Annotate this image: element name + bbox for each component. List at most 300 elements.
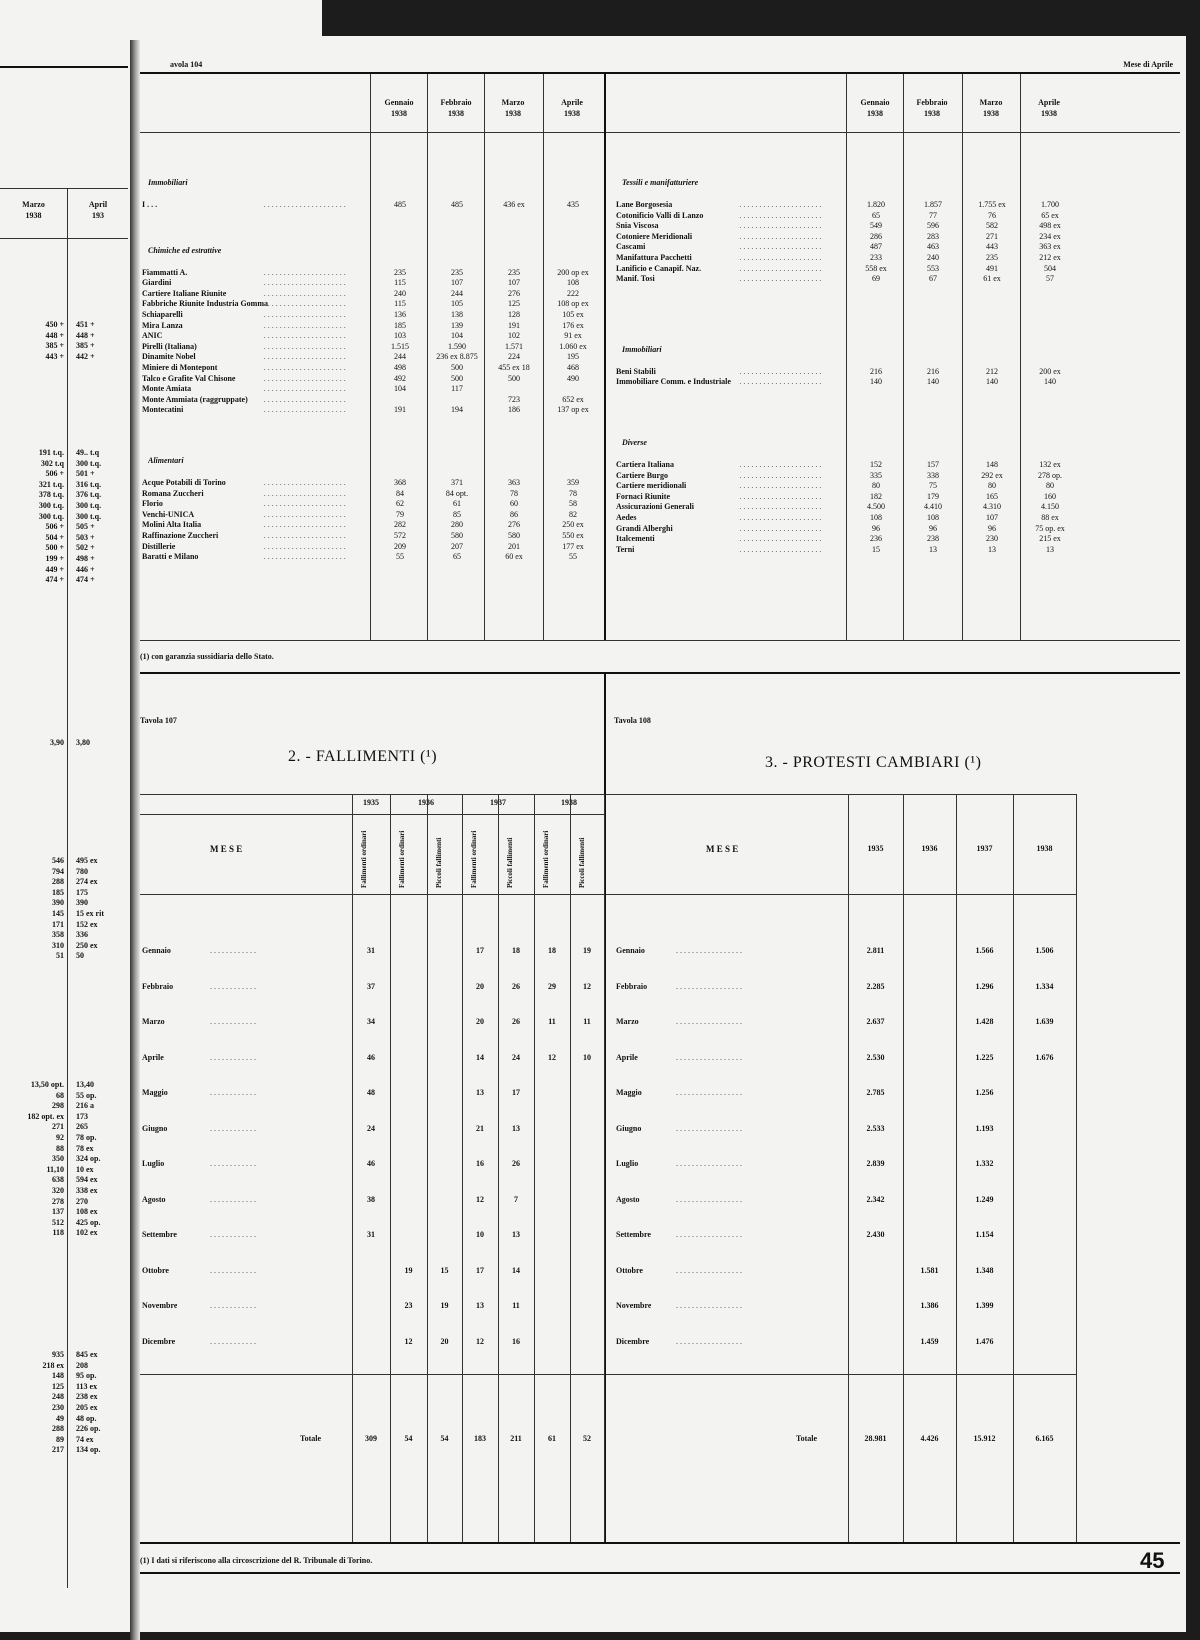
value-cell: 19 — [440, 1301, 449, 1310]
value-cell: 16 — [512, 1336, 520, 1346]
company-name: Pirelli (Italiana) — [142, 341, 197, 351]
left-page-value: 171 — [52, 919, 64, 929]
month-label: Dicembre — [142, 1336, 176, 1346]
left-page-value: 265 — [76, 1122, 88, 1132]
subcol-header: Fallimenti ordinari — [360, 830, 368, 888]
value-cell: 11 — [548, 1017, 556, 1026]
value-cell: 238 — [927, 534, 939, 544]
left-page-row — [0, 1133, 128, 1143]
leader-dots: . . . . . . . . . . . . — [210, 1194, 256, 1204]
totale-label: Totale — [796, 1434, 818, 1443]
value-cell: 84 opt. — [445, 488, 469, 498]
table-row — [140, 499, 604, 510]
value-cell: 212 — [986, 366, 998, 376]
value-cell: 108 — [870, 513, 882, 522]
left-page-row — [0, 1403, 128, 1413]
fallimenti-title: 2. - FALLIMENTI (¹) — [288, 748, 438, 765]
table-row — [140, 384, 604, 395]
value-cell: 504 — [1044, 263, 1056, 273]
leader-dots: . . . . . . . . . . . . . . . . . . . . . — [739, 221, 822, 231]
leader-dots: . . . . . . . . . . . . . . . . . . . . . — [263, 488, 346, 498]
left-page-value: 495 ex — [76, 856, 98, 865]
value-cell: 2.342 — [866, 1194, 885, 1204]
left-page-value: 449 + — [45, 564, 64, 574]
left-page-value: 500 + — [45, 543, 64, 553]
company-name: Lane Borgosesia — [616, 200, 673, 209]
left-page-value: 134 op. — [76, 1445, 101, 1455]
value-cell: 558 ex — [865, 263, 887, 273]
left-page-row — [0, 469, 128, 479]
table-row — [614, 274, 1180, 285]
value-cell: 132 ex — [1039, 460, 1061, 469]
year-header: 1938 — [561, 798, 577, 807]
value-cell: 1.700 — [1041, 200, 1059, 209]
left-page-value: 443 + — [45, 351, 64, 361]
value-cell: 160 — [1044, 491, 1056, 501]
value-cell: 10 — [583, 1052, 591, 1062]
company-name: Italcementi — [616, 534, 655, 544]
left-col-header-1: Marzo 1938 — [22, 200, 45, 220]
value-cell: 498 ex — [1039, 221, 1061, 231]
left-page-row — [0, 1361, 128, 1371]
value-cell: 82 — [569, 509, 577, 519]
value-cell: 80 — [988, 481, 996, 491]
left-page-row — [0, 1435, 128, 1445]
company-name: I . . . — [142, 200, 158, 209]
left-page-value: 95 op. — [76, 1371, 97, 1381]
value-cell: 4.410 — [924, 502, 942, 512]
leader-dots: . . . . . . . . . . . . . . . . . — [676, 1230, 742, 1239]
value-cell: 235 — [508, 267, 520, 277]
value-cell: 60 — [510, 499, 518, 509]
left-page-value: 298 — [52, 1101, 64, 1111]
value-cell: 2.533 — [866, 1123, 885, 1133]
company-name: Monte Ammiata (raggruppate) — [142, 394, 248, 404]
left-page-value: 358 — [52, 930, 64, 940]
value-cell: 224 — [508, 352, 520, 362]
value-cell: 553 — [927, 263, 939, 273]
leader-dots: . . . . . . . . . . . . . . . . . . . . . — [263, 288, 346, 298]
left-page-value: 504 + — [45, 532, 64, 542]
left-page-row — [0, 877, 128, 887]
value-cell: 2.785 — [866, 1088, 885, 1097]
table-row — [614, 200, 1180, 211]
month-label: Maggio — [142, 1088, 168, 1097]
leader-dots: . . . . . . . . . . . . . . . . . . . . . — [263, 310, 346, 319]
company-name: Terni — [616, 544, 635, 554]
left-page-row — [0, 543, 128, 553]
value-cell: 65 — [872, 210, 880, 220]
value-cell: 69 — [872, 274, 880, 284]
value-cell: 195 — [567, 352, 579, 362]
page-number: 45 — [1140, 1548, 1165, 1573]
value-cell: 209 — [394, 541, 406, 551]
value-cell: 2.637 — [866, 1017, 885, 1026]
value-cell: 1.639 — [1035, 1017, 1054, 1026]
value-cell: 86 — [510, 509, 518, 519]
left-table-col-header: Gennaio 1938 — [384, 98, 414, 118]
value-cell: 455 ex 18 — [498, 363, 530, 372]
left-page-value: 13,40 — [76, 1080, 94, 1089]
grid-line — [903, 794, 904, 1542]
value-cell: 23 — [404, 1301, 413, 1310]
left-page-value: 218 ex — [42, 1360, 64, 1370]
company-name: Distillerie — [142, 541, 176, 551]
value-cell: 1.676 — [1035, 1052, 1054, 1062]
table-row — [140, 489, 604, 500]
table-row — [614, 534, 1180, 545]
left-page-row — [0, 448, 128, 458]
value-cell: 276 — [508, 288, 520, 298]
leader-dots: . . . . . . . . . . . . . . . . . . . . . — [263, 499, 346, 509]
value-cell: 1.476 — [975, 1336, 994, 1346]
value-cell: 286 — [870, 231, 882, 241]
value-cell: 1.590 — [448, 341, 466, 351]
left-page-value: 3,90 — [50, 738, 64, 747]
leader-dots: . . . . . . . . . . . . . . . . . . . . . — [263, 394, 346, 404]
value-cell: 58 — [569, 499, 577, 509]
month-label: Febbraio — [616, 981, 648, 991]
value-cell: 17 — [476, 1265, 484, 1275]
value-cell: 105 — [451, 299, 463, 309]
value-cell: 191 — [394, 405, 406, 415]
month-label: Gennaio — [616, 946, 645, 955]
left-page-row — [0, 512, 128, 522]
total-cell: 4.426 — [920, 1434, 939, 1443]
left-page-value: 230 — [52, 1403, 64, 1412]
total-cell: 28.981 — [864, 1434, 887, 1443]
left-page-row — [0, 909, 128, 919]
value-cell: 1.581 — [920, 1265, 939, 1275]
left-page-row — [0, 1101, 128, 1111]
leader-dots: . . . . . . . . . . . . . . . . . — [676, 1159, 742, 1168]
month-label: Maggio — [616, 1088, 642, 1097]
value-cell: 88 ex — [1041, 513, 1059, 522]
value-cell: 75 op. ex — [1035, 523, 1065, 533]
value-cell: 1.296 — [975, 981, 994, 991]
value-cell: 4.310 — [983, 502, 1001, 512]
value-cell: 18 — [548, 946, 556, 955]
value-cell: 65 — [453, 552, 461, 562]
value-cell: 96 — [988, 523, 996, 533]
state-guarantee-footnote: (1) con garanzia sussidiaria dello Stato. — [140, 652, 274, 661]
left-page-value: 205 ex — [76, 1403, 98, 1412]
company-name: Schiaparelli — [142, 310, 183, 319]
value-cell: 139 — [451, 320, 463, 330]
leader-dots: . . . . . . . . . . . . . . . . . . . . . — [263, 341, 346, 351]
value-cell: 85 — [453, 509, 461, 519]
value-cell: 60 ex — [505, 552, 523, 562]
value-cell: 137 op ex — [557, 405, 589, 415]
left-page-value: 336 — [76, 930, 88, 940]
value-cell: 152 — [870, 460, 882, 469]
value-cell: 21 — [476, 1123, 484, 1133]
value-cell: 1.256 — [975, 1088, 994, 1097]
value-cell: 498 — [394, 363, 406, 372]
left-page-value: 505 + — [76, 522, 95, 532]
leader-dots: . . . . . . . . . . . . . . . . . . . . . — [739, 491, 822, 501]
table-row — [614, 471, 1180, 482]
left-page-value: 191 t.q. — [38, 448, 64, 457]
left-page-row — [0, 554, 128, 564]
left-page-value: 638 — [52, 1175, 64, 1185]
value-cell: 55 — [396, 552, 404, 562]
leader-dots: . . . . . . . . . . . . . . . . . . . . . — [739, 231, 822, 241]
value-cell: 1.348 — [975, 1265, 994, 1275]
value-cell: 580 — [451, 531, 463, 540]
value-cell: 487 — [870, 242, 882, 252]
value-cell: 186 — [508, 405, 520, 415]
table-row — [140, 268, 604, 279]
leader-dots: . . . . . . . . . . . . . . . . . . . . . — [739, 242, 822, 252]
left-page-row — [0, 533, 128, 543]
left-page-value: 125 — [52, 1381, 64, 1391]
value-cell: 157 — [927, 460, 939, 469]
value-cell: 182 — [870, 491, 882, 501]
leader-dots: . . . . . . . . . . . . . . . . . — [676, 1052, 742, 1062]
table-row — [614, 232, 1180, 243]
leader-dots: . . . . . . . . . . . . . . . . . — [676, 1017, 742, 1026]
value-cell: 250 ex — [562, 520, 584, 530]
book-gutter — [130, 40, 140, 1640]
value-cell: 1.571 — [505, 341, 523, 351]
company-name: Immobiliare Comm. e Industriale — [616, 377, 731, 387]
left-page-value: 503 + — [76, 532, 95, 542]
company-name: Fabbriche Riunite Industria Gomma — [142, 299, 269, 309]
left-page-value: 300 t.q. — [76, 458, 102, 468]
left-page-value: 780 — [76, 866, 88, 876]
value-cell: 65 ex — [1041, 210, 1059, 220]
left-page-value: 448 + — [76, 330, 95, 340]
left-page-row — [0, 1197, 128, 1207]
value-cell: 67 — [929, 274, 937, 284]
value-cell: 235 — [451, 267, 463, 277]
company-name: Monte Amiata — [142, 384, 192, 394]
value-cell: 235 — [986, 253, 998, 262]
left-page-row — [0, 856, 128, 866]
company-name: Raffinazione Zuccheri — [142, 531, 219, 540]
leader-dots: . . . . . . . . . . . . . . . . . — [676, 1194, 742, 1204]
leader-dots: . . . . . . . . . . . . . . . . . . . . . — [739, 502, 822, 512]
value-cell: 580 — [508, 531, 520, 540]
grid-line — [534, 794, 535, 1542]
left-page-value: 108 ex — [76, 1207, 98, 1217]
value-cell: 13 — [512, 1123, 520, 1133]
tavola-108-label: Tavola 108 — [614, 716, 651, 725]
value-cell: 46 — [367, 1159, 375, 1168]
leader-dots: . . . . . . . . . . . . — [210, 1230, 256, 1239]
left-page-value: 173 — [76, 1111, 88, 1121]
table-row — [140, 510, 604, 521]
value-cell: 1.154 — [975, 1230, 994, 1239]
value-cell: 61 ex — [983, 274, 1001, 284]
left-page-value: 49.. t.q — [76, 448, 100, 457]
left-page-value: 378 t.q. — [38, 490, 64, 500]
left-page-value: 385 + — [45, 341, 64, 351]
left-page-fragment — [0, 48, 133, 1608]
value-cell: 2.839 — [866, 1159, 885, 1168]
value-cell: 216 — [870, 366, 882, 376]
left-page-value: 350 — [52, 1154, 64, 1164]
left-page-value: 794 — [52, 866, 64, 876]
right-table-col-header: Gennaio 1938 — [860, 98, 890, 118]
leader-dots: . . . . . . . . . . . . . . . . . . . . . — [263, 352, 346, 362]
value-cell: 582 — [986, 221, 998, 231]
left-page-row — [0, 1371, 128, 1381]
leader-dots: . . . . . . . . . . . . . . . . . . . . . — [263, 267, 346, 277]
value-cell: 179 — [927, 491, 939, 501]
month-label: Novembre — [142, 1301, 178, 1310]
value-cell: 1.515 — [391, 341, 409, 351]
left-page-value: 175 — [76, 887, 88, 897]
value-cell: 652 ex — [562, 394, 584, 404]
value-cell: 177 ex — [562, 541, 584, 551]
value-cell: 1.566 — [975, 946, 994, 955]
value-cell: 16 — [476, 1159, 484, 1168]
leader-dots: . . . . . . . . . . . . . . . . . . . . . — [739, 523, 822, 533]
leader-dots: . . . . . . . . . . . . . . . . . . . . . — [263, 331, 346, 341]
left-page-row — [0, 1122, 128, 1132]
leader-dots: . . . . . . . . . . . . . . . . . . . . . — [739, 470, 822, 480]
value-cell: 492 — [394, 373, 406, 383]
left-page-value: 321 t.q. — [38, 479, 64, 489]
company-name: Montecatini — [142, 405, 184, 415]
left-page-value: 512 — [52, 1217, 64, 1227]
company-name: Florio — [142, 499, 163, 509]
value-cell: 280 — [451, 520, 463, 530]
month-label: Agosto — [142, 1194, 166, 1204]
company-name: Cartiere meridionali — [616, 481, 687, 491]
left-page-row — [0, 738, 128, 748]
value-cell: 550 ex — [562, 531, 584, 540]
leader-dots: . . . . . . . . . . . . — [210, 946, 256, 955]
year-header: 1937 — [976, 844, 993, 853]
left-page-value: 302 t.q — [40, 458, 64, 468]
left-page-row — [0, 1091, 128, 1101]
year-header: 1935 — [363, 798, 379, 807]
leader-dots: . . . . . . . . . . . . . . . . . . . . . — [739, 513, 822, 522]
leader-dots: . . . . . . . . . . . . . . . . . — [676, 1301, 742, 1310]
value-cell: 230 — [986, 534, 998, 544]
left-page-row — [0, 331, 128, 341]
left-page-row — [0, 1445, 128, 1455]
value-cell: 107 — [508, 278, 520, 288]
mese-header: M E S E — [706, 844, 739, 854]
value-cell: 2.811 — [866, 946, 885, 955]
table-row — [614, 492, 1180, 503]
left-page-value: 274 ex — [76, 877, 98, 887]
month-label: Novembre — [616, 1301, 652, 1310]
value-cell: 108 — [567, 278, 579, 288]
table-row — [140, 395, 604, 406]
left-page-value: 10 ex — [76, 1164, 94, 1174]
value-cell: 1.193 — [975, 1123, 994, 1133]
value-cell: 463 — [927, 242, 939, 252]
left-page-row — [0, 1080, 128, 1090]
leader-dots: . . . . . . . . . . . . . . . . . — [676, 946, 742, 955]
grid-line — [606, 1374, 1076, 1375]
value-cell: 2.530 — [866, 1052, 885, 1062]
value-cell: 207 — [451, 541, 463, 551]
leader-dots: . . . . . . . . . . . . . . . . . . . . . — [263, 478, 346, 487]
company-name: Baratti e Milano — [142, 552, 199, 562]
value-cell: 368 — [394, 478, 406, 487]
table-row — [614, 524, 1180, 535]
left-page-row — [0, 480, 128, 490]
table-row — [140, 200, 604, 211]
company-name: Cartiere Burgo — [616, 470, 669, 480]
left-page-row — [0, 1392, 128, 1402]
company-name: Snia Viscosa — [616, 221, 659, 231]
leader-dots: . . . . . . . . . . . . . . . . . . . . . — [263, 320, 346, 330]
left-page-value: 102 ex — [76, 1228, 98, 1238]
total-cell: 211 — [510, 1434, 522, 1443]
left-page-value: 450 + — [45, 320, 64, 329]
left-page-value: 288 — [52, 877, 64, 887]
value-cell: 62 — [396, 499, 404, 509]
company-name: Giardini — [142, 278, 172, 288]
company-name: Acque Potabili di Torino — [142, 478, 226, 487]
company-name: Cartiere Italiane Riunite — [142, 288, 227, 298]
value-cell: 14 — [476, 1052, 484, 1062]
value-cell: 490 — [567, 373, 579, 383]
value-cell: 117 — [451, 384, 463, 394]
left-page-value: 217 — [52, 1445, 64, 1455]
left-page-row — [0, 1228, 128, 1238]
value-cell: 107 — [986, 513, 998, 522]
month-label: Febbraio — [142, 981, 174, 991]
main-page — [140, 48, 1185, 1608]
year-header: 1936 — [418, 798, 434, 807]
value-cell: 10 — [476, 1230, 484, 1239]
value-cell: 194 — [451, 405, 463, 415]
leader-dots: . . . . . . . . . . . . . . . . . . . . . — [263, 405, 346, 415]
left-page-value: 935 — [52, 1350, 64, 1359]
value-cell: 200 op ex — [557, 267, 589, 277]
table-row — [614, 502, 1180, 513]
company-name: Aedes — [616, 513, 637, 522]
left-page-value: 248 — [52, 1392, 64, 1402]
value-cell: 75 — [929, 481, 937, 491]
value-cell: 103 — [394, 331, 406, 341]
value-cell: 17 — [476, 946, 484, 955]
table-row — [140, 299, 604, 310]
table-row — [614, 211, 1180, 222]
grid-line — [1076, 794, 1077, 1542]
left-page-row — [0, 459, 128, 469]
left-page-row — [0, 1112, 128, 1122]
value-cell: 371 — [451, 478, 463, 487]
value-cell: 1.755 ex — [978, 200, 1006, 209]
company-name: Cotonificio Valli di Lanzo — [616, 210, 704, 220]
value-cell: 12 — [476, 1194, 484, 1204]
value-cell: 435 — [567, 200, 579, 209]
left-page-value: 376 t.q. — [76, 490, 102, 500]
left-page-row — [0, 1218, 128, 1228]
subcol-header: Piccoli fallimenti — [435, 837, 443, 888]
leader-dots: . . . . . . . . . . . . . . . . . . . . . — [263, 363, 346, 372]
left-page-value: 208 — [76, 1360, 88, 1370]
tavola-104-label: avola 104 — [170, 60, 203, 69]
value-cell: 13 — [929, 544, 937, 554]
left-page-value: 216 a — [76, 1101, 94, 1111]
left-page-value: 48 op. — [76, 1413, 97, 1423]
grid-line — [140, 794, 604, 795]
value-cell: 363 ex — [1039, 242, 1061, 252]
leader-dots: . . . . . . . . . . . . . . . . . . . . . — [739, 366, 822, 376]
value-cell: 13 — [512, 1230, 520, 1239]
left-page-value: 250 ex — [76, 940, 98, 950]
